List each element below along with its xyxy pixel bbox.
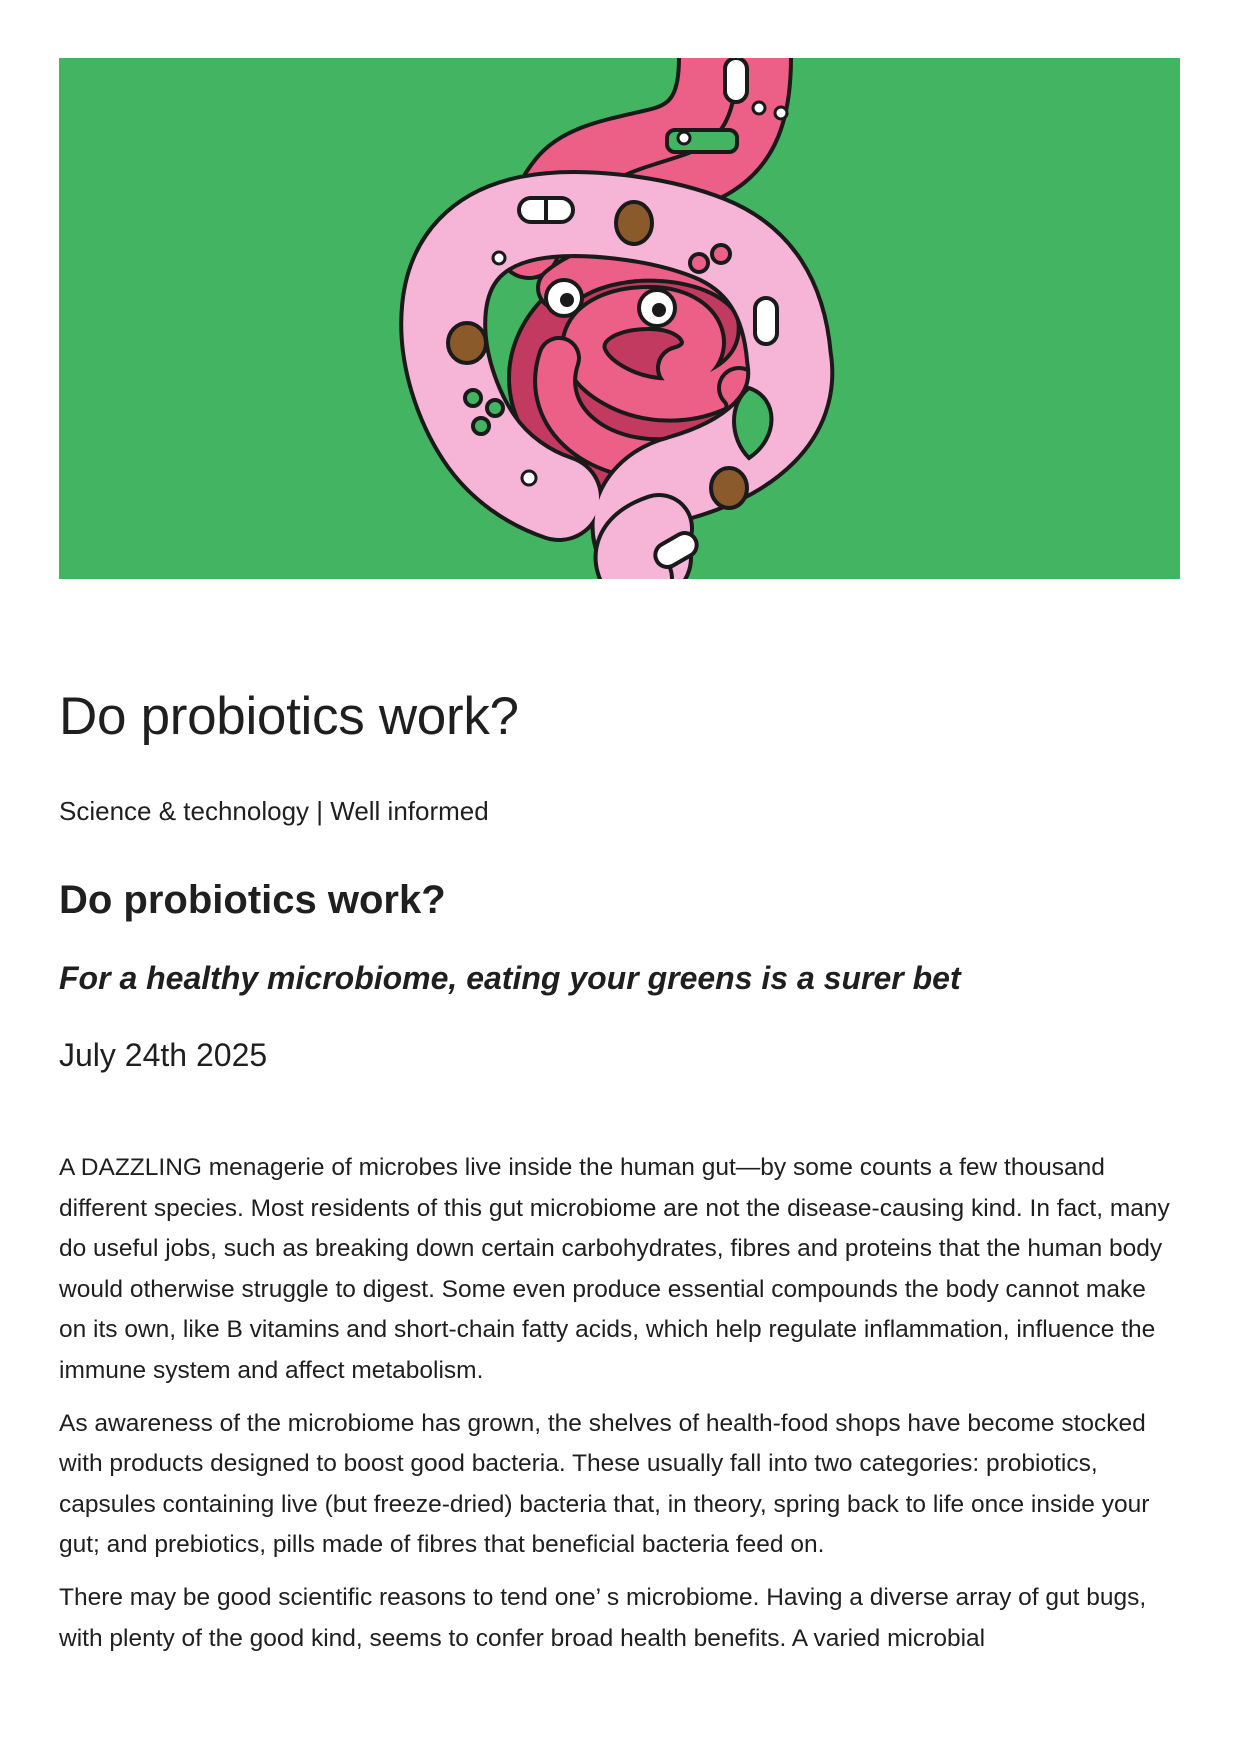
article-body <box>59 1148 1179 1671</box>
section-line: Science & technology | Well informed <box>59 796 489 826</box>
article-date: July 24th 2025 <box>59 1037 268 1073</box>
article-headline: Do probiotics work? <box>59 878 446 922</box>
article-paragraph: As awareness of the microbiome has grown, the shelves of health-food shops have become stocked with products designed to boost good bacteria. These usually fall into two categories: probiotics, capsules containing live (but freeze-dried) bacteria that, in theory, spring back to life once inside your gut; and prebiotics, pills made of fibres that beneficial bacteria feed on. <box>59 1409 1150 1559</box>
page-title: Do probiotics work? <box>59 687 519 746</box>
article-subheadline: For a healthy microbiome, eating your greens is a surer bet <box>59 960 961 996</box>
intestines-illustration <box>59 58 1180 579</box>
article-paragraph: A DAZZLING menagerie of microbes live inside the human gut—by some counts a few thousand different species. Most residents of this gut microbiome are not the disease-causing kind. In fact, many do useful jobs, such as breaking down certain carbohydrates, fibres and proteins that the human body would otherwise struggle to digest. Some even produce essential compounds the body cannot make on its own, like B vitamins and short-chain fatty acids, which help regulate inflammation, influence the immune system and affect metabolism. <box>59 1154 1170 1384</box>
article-paragraph: There may be good scientific reasons to tend one’ s microbiome. Having a diverse array of gut bugs, with plenty of the good kind, seems to confer broad health benefits. A varied microbial <box>59 1583 1147 1652</box>
hero-illustration <box>59 58 1180 579</box>
